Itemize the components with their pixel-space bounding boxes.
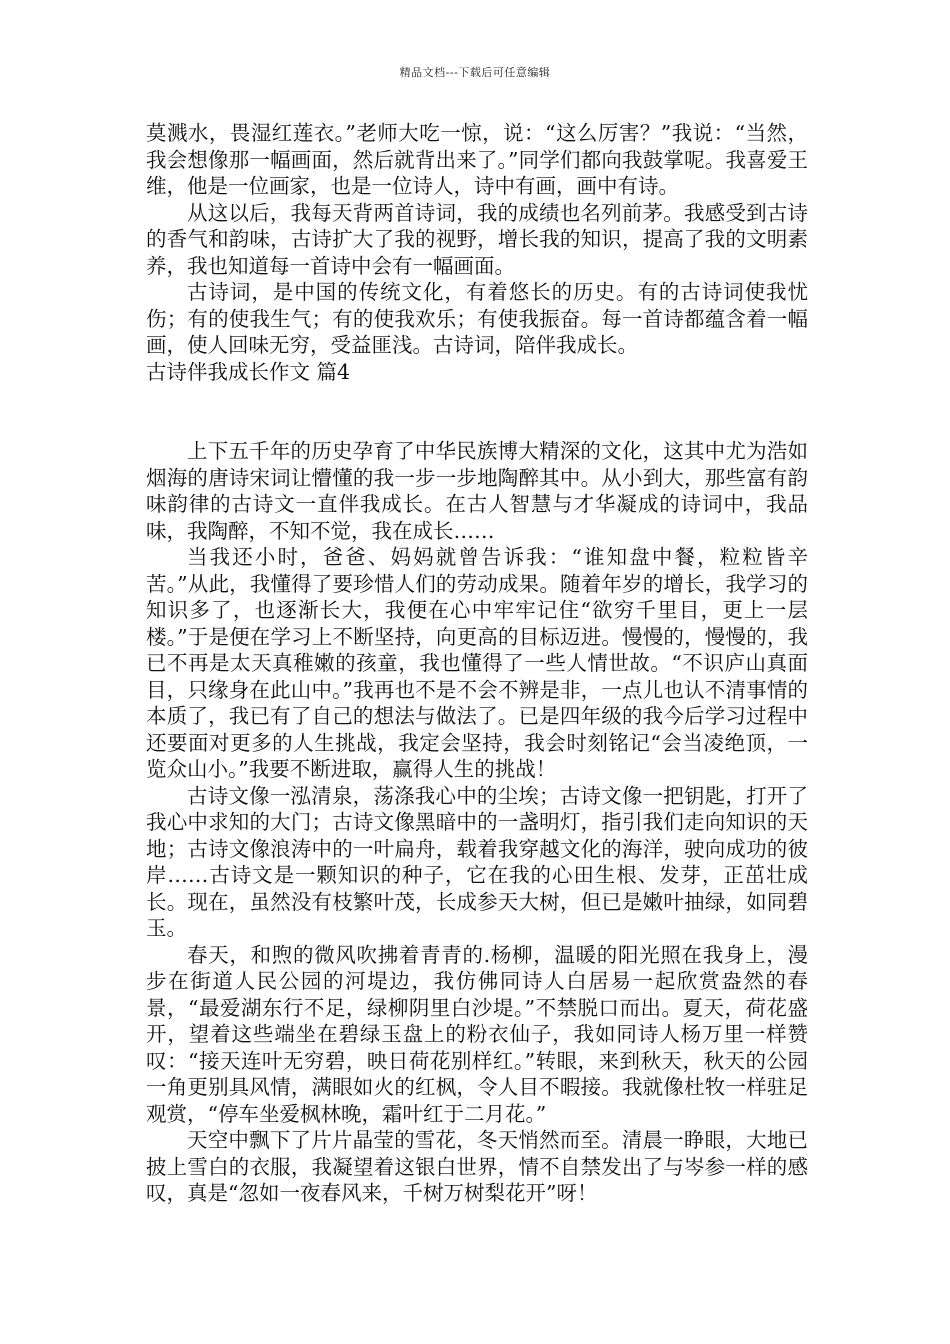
paragraph: 古诗文像一泓清泉，荡涤我心中的尘埃；古诗文像一把钥匙，打开了我心中求知的大门；古诗文像黑暗中的一盏明灯，指引我们走向知识的天地；古诗文像浪涛中的一叶扁舟，载着我穿越文化的海洋，驶向成功的彼岸……古诗文是一颗知识的种子，它在我的心田生根、发芽，正茁壮成长。现在，虽然没有枝繁叶茂，长成参天大树，但已是嫩叶抽绿，如同碧玉。 (146, 783, 808, 940)
paragraph: 春天，和煦的微风吹拂着青青的.杨柳，温暖的阳光照在我身上，漫步在街道人民公园的河堤边，我仿佛同诗人白居易一起欣赏盎然的春景，“最爱湖东行不足，绿柳阴里白沙堤。”不禁脱口而出。夏天，荷花盛开，望着这些端坐在碧绿玉盘上的粉衣仙子，我如同诗人杨万里一样赞叹：“接天连叶无穷碧，映日荷花别样红。”转眼，来到秋天，秋天的公园一角更别具风情，满眼如火的红枫，令人目不暇接。我就像杜牧一样驻足观赏，“停车坐爱枫林晚，霜叶红于二月花。” (146, 942, 808, 1126)
paragraph: 天空中飘下了片片晶莹的雪花，冬天悄然而至。清晨一睁眼，大地已披上雪白的衣服，我凝望着这银白世界，情不自禁发出了与岑参一样的感叹，真是“忽如一夜春风来，千树万树梨花开”呀！ (146, 1128, 808, 1205)
section-spacer (146, 385, 808, 438)
page-header: 精品文档---下载后可任意编辑 (399, 66, 551, 79)
paragraph: 当我还小时，爸爸、妈妈就曾告诉我：“谁知盘中餐，粒粒皆辛苦。”从此，我懂得了要珍惜人们的劳动成果。随着年岁的增长，我学习的知识多了，也逐渐长大，我便在心中牢牢记住“欲穷千里目，更上一层楼。”于是便在学习上不断坚持，向更高的目标迈进。慢慢的，慢慢的，我已不再是太天真稚嫩的孩童，我也懂得了一些人情世故。“不识庐山真面目，只缘身在此山中。”我再也不是不会不辨是非，一点儿也认不清事情的本质了，我已有了自己的想法与做法了。已是四年级的我今后学习过程中还要面对更多的人生挑战，我定会坚持，我会时刻铭记“会当凌绝顶，一览众山小。”我要不断进取，赢得人生的挑战！ (146, 545, 808, 781)
paragraph-continuation: 莫溅水，畏湿红莲衣。”老师大吃一惊，说：“这么厉害？”我说：“当然，我会想像那一幅画面，然后就背出来了。”同学们都向我鼓掌呢。我喜爱王维，他是一位画家，也是一位诗人，诗中有画，画中有诗。 (146, 121, 808, 198)
paragraph: 上下五千年的历史孕育了中华民族博大精深的文化，这其中尤为浩如烟海的唐诗宋词让懵懂的我一步一步地陶醉其中。从小到大，那些富有韵味韵律的古诗文一直伴我成长。在古人智慧与才华凝成的诗词中，我品味，我陶醉，不知不觉，我在成长…… (146, 439, 808, 543)
section-heading: 古诗伴我成长作文 篇4 (146, 359, 351, 384)
paragraph: 从这以后，我每天背两首诗词，我的成绩也名列前茅。我感受到古诗的香气和韵味，古诗扩大了我的视野，增长我的知识，提高了我的文明素养，我也知道每一首诗中会有一幅画面。 (146, 200, 808, 278)
document-body (146, 120, 808, 1207)
paragraph: 古诗词，是中国的传统文化，有着悠长的历史。有的古诗词使我忧伤；有的使我生气；有的使我欢乐；有使我振奋。每一首诗都蕴含着一幅画，使人回味无穷，受益匪浅。古诗词，陪伴我成长。 (146, 280, 808, 357)
